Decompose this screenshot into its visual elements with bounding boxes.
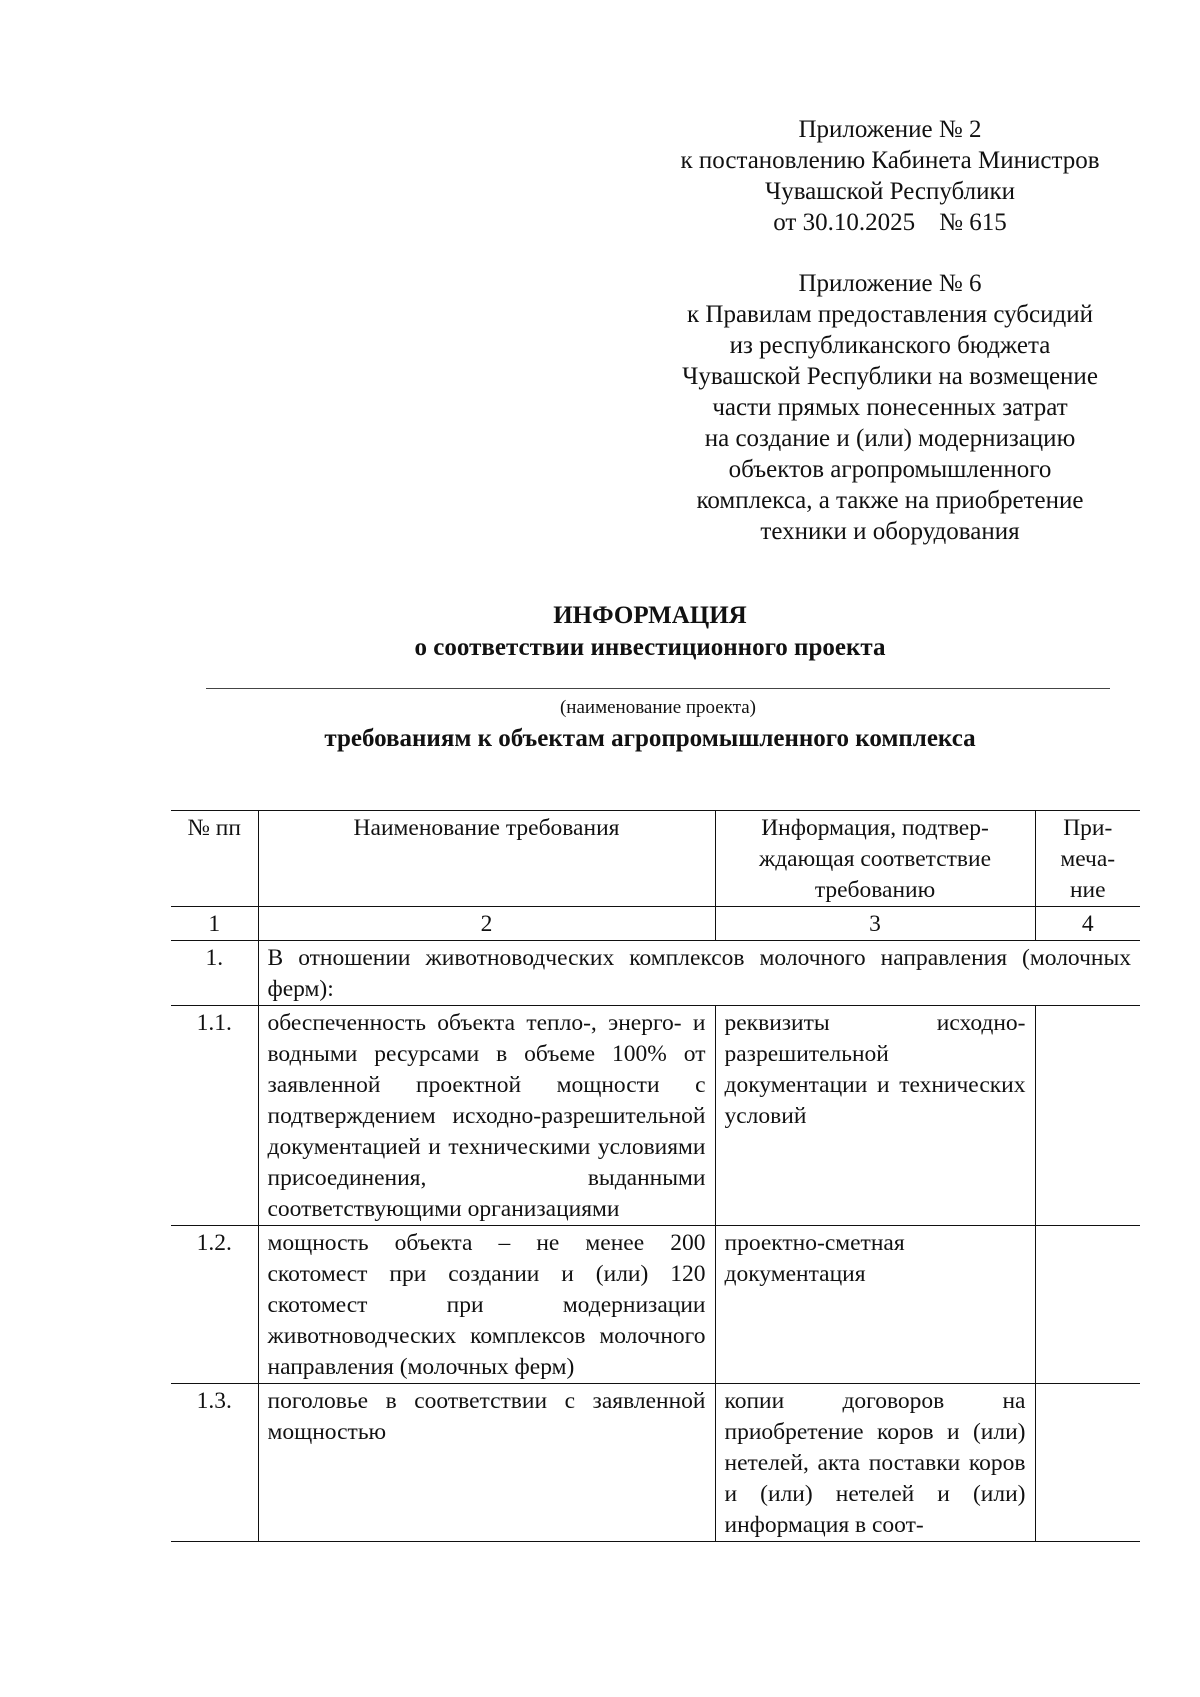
section-text: В отношении животноводческих комплексов молочного направления (молочных ферм): bbox=[258, 941, 1140, 1006]
appendix-2-header bbox=[655, 114, 1125, 238]
appendix-line: к постановлению Кабинета Министров bbox=[680, 147, 1100, 174]
header-num: № пп bbox=[171, 811, 258, 907]
column-number: 1 bbox=[171, 907, 258, 941]
row-requirement: поголовье в соответствии с заявленной мощностью bbox=[258, 1384, 715, 1542]
appendix-title: Приложение № 6 bbox=[798, 270, 982, 297]
table-row bbox=[171, 1226, 1140, 1384]
appendix-line: части прямых понесенных затрат bbox=[712, 394, 1068, 421]
row-info: копии договоров на приобретение коров и (или) нетелей, акта поставки коров и (или) нетелей и (или) информация в соот- bbox=[715, 1384, 1035, 1542]
row-number: 1. bbox=[171, 941, 258, 1006]
appendix-date-line bbox=[655, 207, 1125, 238]
table-header-row bbox=[171, 811, 1140, 907]
section-row bbox=[171, 941, 1140, 1006]
row-info: реквизиты исходно-разрешительной документации и технических условий bbox=[715, 1006, 1035, 1226]
appendix-title: Приложение № 2 bbox=[798, 116, 982, 143]
document-title: ИНФОРМАЦИЯ bbox=[553, 602, 747, 629]
row-requirement: обеспеченность объекта тепло-, энерго- и водными ресурсами в объеме 100% от заявленной проектной мощности с подтверждением исходно-разрешительной документацией и техническими условиями присоединения, выданными соответствующими организациями bbox=[258, 1006, 715, 1226]
appendix-line: техники и оборудования bbox=[760, 518, 1020, 545]
row-note bbox=[1035, 1226, 1140, 1384]
appendix-line: к Правилам предоставления субсидий bbox=[687, 301, 1093, 328]
row-number: 1.3. bbox=[171, 1384, 258, 1542]
appendix-6-header bbox=[655, 268, 1125, 547]
table-row bbox=[171, 1006, 1140, 1226]
column-number: 3 bbox=[715, 907, 1035, 941]
row-note bbox=[1035, 1384, 1140, 1542]
appendix-line: объектов агропромышленного bbox=[728, 456, 1052, 483]
row-number: 1.2. bbox=[171, 1226, 258, 1384]
header-info: Информация, подтвер-ждающая соответствие требованию bbox=[715, 811, 1035, 907]
row-info: проектно-сметная документация bbox=[715, 1226, 1035, 1384]
project-name-blank-line bbox=[206, 688, 1110, 689]
header-requirement: Наименование требования bbox=[258, 811, 715, 907]
appendix-number: № 615 bbox=[939, 209, 1007, 236]
column-numbers-row bbox=[171, 907, 1140, 941]
table-row bbox=[171, 1384, 1140, 1542]
column-number: 4 bbox=[1035, 907, 1140, 941]
document-subtitle: о соответствии инвестиционного проекта bbox=[414, 634, 886, 661]
project-name-caption: (наименование проекта) bbox=[559, 697, 756, 718]
appendix-line: на создание и (или) модернизацию bbox=[704, 425, 1076, 452]
appendix-line: Чувашской Республики на возмещение bbox=[682, 363, 1098, 390]
requirements-table bbox=[171, 810, 1140, 1542]
column-number: 2 bbox=[258, 907, 715, 941]
row-number: 1.1. bbox=[171, 1006, 258, 1226]
row-note bbox=[1035, 1006, 1140, 1226]
header-note: При-меча-ние bbox=[1035, 811, 1140, 907]
appendix-line: из республиканского бюджета bbox=[729, 332, 1051, 359]
document-subtitle-2: требованиям к объектам агропромышленного комплекса bbox=[324, 725, 976, 752]
appendix-line: комплекса, а также на приобретение bbox=[696, 487, 1084, 514]
row-requirement: мощность объекта – не менее 200 скотомест при создании и (или) 120 скотомест при модернизации животноводческих комплексов молочного направления (молочных ферм) bbox=[258, 1226, 715, 1384]
appendix-date: от 30.10.2025 bbox=[773, 209, 916, 236]
appendix-line: Чувашской Республики bbox=[764, 178, 1016, 205]
